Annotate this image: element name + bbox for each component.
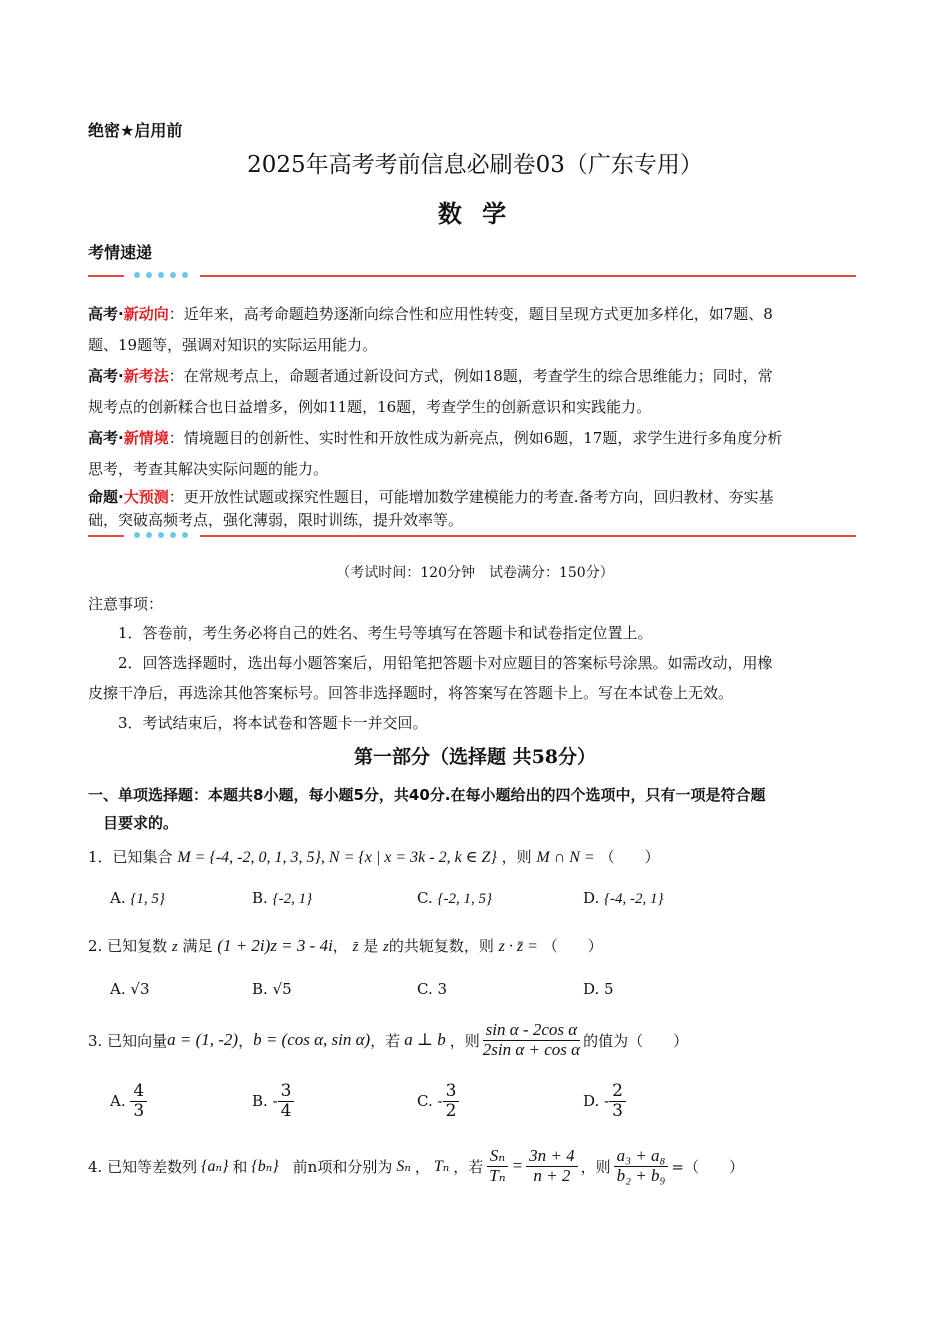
- q3-option-d[interactable]: D. - $\frac{2}{3}$: [583, 1078, 626, 1124]
- section-heading: 一、单项选择题：本题共8小题，每小题5分，共40分.在每小题给出的四个选项中，只有一项是符合题: [88, 786, 766, 804]
- paper-title: 2025年高考考前信息必刷卷03（广东专用）: [247, 152, 703, 178]
- q1-option-c[interactable]: C. {-2, 1, 5}: [417, 889, 492, 907]
- overview-item-trend: 高考·新动向：近年来，高考命题趋势逐渐向综合性和应用性转变，题目呈现方式更加多样化，如7题、8: [88, 305, 773, 323]
- q3-option-c[interactable]: C. - $\frac{3}{2}$: [417, 1078, 459, 1124]
- overview-heading: 考情速递: [88, 243, 153, 262]
- overview-item-forecast: 命题·大预测：更开放性试题或探究性题目，可能增加数学建模能力的考查.备考方向，回归教材、夯实基: [88, 488, 774, 506]
- section-heading-cont: 目要求的。: [103, 814, 179, 832]
- question-2: 2. 已知复数 z 满足 (1 + 2i)z = 3 - 4i， z̄ 是 z的共轭复数，则 z · z̄ = （ ）: [88, 936, 603, 955]
- overview-item-method-cont: 规考点的创新糅合也日益增多，例如11题，16题，考查学生的创新意识和实践能力。: [88, 398, 652, 416]
- question-1: 1．已知集合 M = {-4, -2, 0, 1, 3, 5}, N = {x | x = 3k - 2, k ∈ Z} ，则 M ∩ N = （ ）: [88, 848, 660, 866]
- question-3: 3. 已知向量 a = (1, -2) ， b = (cos α, sin α) ，若 a ⊥ b ，则 $\frac{\text{sin α - 2cos α}}{\text{2sin α + cos α}}$ 的值为（ ）: [88, 1019, 689, 1059]
- q1-option-a[interactable]: A. {1, 5}: [110, 889, 165, 907]
- notice-item-2: 2．回答选择题时，选出每小题答案后，用铅笔把答题卡对应题目的答案标号涂黑。如需改动，用橡: [118, 654, 773, 672]
- q4-ratio-lhs: $\frac{\text{Sₙ}}{\text{Tₙ}}$: [486, 1147, 508, 1185]
- subject-title: 数 学: [437, 199, 513, 228]
- q1-option-b[interactable]: B. {-2, 1}: [252, 889, 313, 907]
- top-divider: [88, 275, 856, 277]
- q1-option-d[interactable]: D. {-4, -2, 1}: [583, 889, 664, 907]
- bottom-divider: [88, 535, 856, 537]
- overview-item-forecast-cont: 础，突破高频考点，强化薄弱，限时训练，提升效率等。: [88, 511, 464, 529]
- q2-option-b[interactable]: B. √5: [252, 980, 292, 998]
- overview-item-method: 高考·新考法：在常规考点上，命题者通过新设问方式，例如18题，考查学生的综合思维能力；同时，常: [88, 367, 773, 385]
- notice-heading: 注意事项：: [88, 595, 164, 613]
- q2-option-a[interactable]: A. √3: [110, 980, 150, 998]
- q4-ratio-rhs: $\frac{3n + 4}{n + 2}$: [526, 1147, 577, 1185]
- question-4: 4. 已知等差数列 {aₙ} 和 {bₙ} 前n项和分别为 Sₙ ， Tₙ ，若 $\frac{\text{Sₙ}}{\text{Tₙ}}$ = $\frac{3n + 4}{n + 2}$ ，则 $\frac{\text{a₃ + a₈}}{\text{b₂ + b₉}}$ =（ ）: [88, 1145, 744, 1185]
- notice-item-2-cont: 皮擦干净后，再选涂其他答案标号。回答非选择题时，将答案写在答题卡上。写在本试卷上无效。: [88, 684, 734, 702]
- confidential-label: 绝密★启用前: [88, 121, 183, 140]
- overview-item-context: 高考·新情境：情境题目的创新性、实时性和开放性成为新亮点，例如6题，17题，求学生进行多角度分析: [88, 429, 783, 447]
- notice-item-1: 1．答卷前，考生务必将自己的姓名、考生号等填写在答题卡和试卷指定位置上。: [118, 624, 653, 642]
- q2-option-c[interactable]: C. 3: [417, 980, 448, 998]
- q4-target-fraction: $\frac{\text{a₃ + a₈}}{\text{b₂ + b₉}}$: [614, 1147, 669, 1185]
- part-title: 第一部分（选择题 共58分）: [353, 746, 597, 768]
- q2-option-d[interactable]: D. 5: [583, 980, 614, 998]
- q3-option-a[interactable]: A. $\frac{4}{3}$: [110, 1078, 147, 1124]
- q3-option-b[interactable]: B. - $\frac{3}{4}$: [252, 1078, 294, 1124]
- overview-item-trend-cont: 题、19题等，强调对知识的实际运用能力。: [88, 336, 378, 354]
- notice-item-3: 3．考试结束后，将本试卷和答题卡一并交回。: [118, 714, 428, 732]
- q3-fraction: $\frac{\text{sin α - 2cos α}}{\text{2sin α + cos α}}$: [482, 1019, 581, 1059]
- exam-info: （考试时间：120分钟 试卷满分：150分）: [336, 565, 614, 581]
- overview-item-context-cont: 思考，考查其解决实际问题的能力。: [88, 460, 329, 478]
